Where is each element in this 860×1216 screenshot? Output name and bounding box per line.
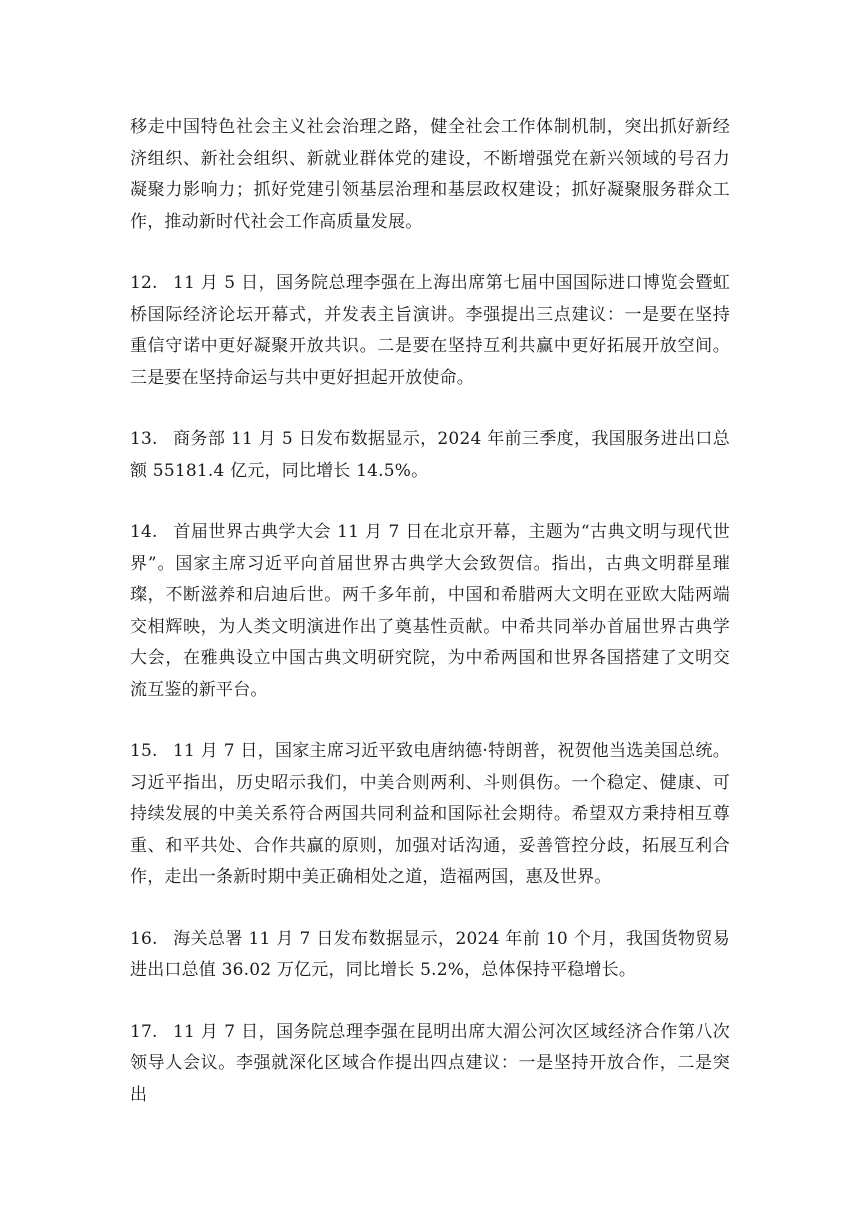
paragraph-item-12 xyxy=(130,268,730,394)
paragraph-text: 首届世界古典学大会 11 月 7 日在北京开幕，主题为“古典文明与现代世界”。国家主席习近平向首届世界古典学大会致贺信。指出，古典文明群星璀璨，不断滋养和启迪后世。两千多年前，中国和希腊两大文明在亚欧大陆两端交相辉映，为人类文明演进作出了奠基性贡献。中希共同举办首届世界古典学大会，在雅典设立中国古典文明研究院，为中希两国和世界各国搭建了文明交流互鉴的新平台。 xyxy=(130,522,730,700)
paragraph-text: 11 月 7 日，国家主席习近平致电唐纳德·特朗普，祝贺他当选美国总统。习近平指出，历史昭示我们，中美合则两利、斗则俱伤。一个稳定、健康、可持续发展的中美关系符合两国共同利益和国际社会期待。希望双方秉持相互尊重、和平共处、合作共赢的原则，加强对话沟通，妥善管控分歧，拓展互利合作，走出一条新时期中美正确相处之道，造福两国，惠及世界。 xyxy=(130,741,730,887)
paragraph-item-13 xyxy=(130,424,730,487)
paragraph-continuation xyxy=(130,112,730,238)
document-page xyxy=(130,112,730,1141)
paragraph-text: 11 月 5 日，国务院总理李强在上海出席第七届中国国际进口博览会暨虹桥国际经济论坛开幕式，并发表主旨演讲。李强提出三点建议：一是要在坚持重信守诺中更好凝聚开放共识。二是要在坚持互利共赢中更好拓展开放空间。三是要在坚持命运与共中更好担起开放使命。 xyxy=(130,273,730,388)
paragraph-item-14 xyxy=(130,517,730,706)
paragraph-number: 16. xyxy=(130,928,158,949)
paragraph-number: 15. xyxy=(130,741,158,761)
paragraph-text: 海关总署 11 月 7 日发布数据显示，2024 年前 10 个月，我国货物贸易进出口总值 36.02 万亿元，同比增长 5.2%，总体保持平稳增长。 xyxy=(130,928,730,980)
paragraph-item-15 xyxy=(130,736,730,894)
paragraph-text: 移走中国特色社会主义社会治理之路，健全社会工作体制机制，突出抓好新经济组织、新社会组织、新就业群体党的建设，不断增强党在新兴领域的号召力凝聚力影响力；抓好党建引领基层治理和基层政权建设；抓好凝聚服务群众工作，推动新时代社会工作高质量发展。 xyxy=(130,117,730,232)
paragraph-number: 14. xyxy=(130,522,158,542)
paragraph-number: 13. xyxy=(130,429,158,449)
paragraph-text: 11 月 7 日，国务院总理李强在昆明出席大湄公河次区域经济合作第八次领导人会议。李强就深化区域合作提出四点建议：一是坚持开放合作，二是突出 xyxy=(130,1021,730,1105)
paragraph-number: 17. xyxy=(130,1021,158,1042)
paragraph-text: 商务部 11 月 5 日发布数据显示，2024 年前三季度，我国服务进出口总额 55181.4 亿元，同比增长 14.5%。 xyxy=(130,429,730,481)
paragraph-number: 12. xyxy=(130,273,158,293)
paragraph-item-16 xyxy=(130,924,730,987)
paragraph-item-17 xyxy=(130,1017,730,1112)
